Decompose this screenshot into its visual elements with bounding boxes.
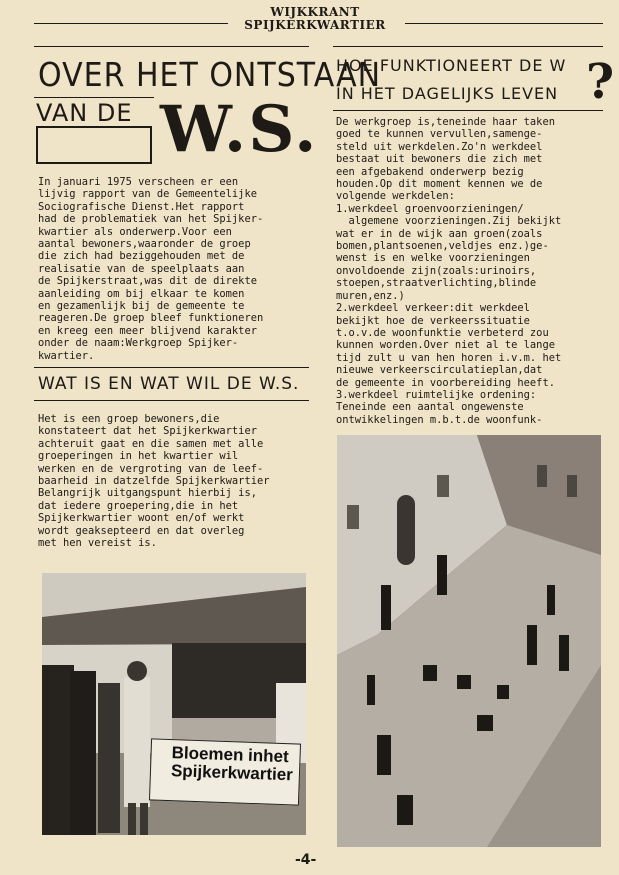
right-headline-mark: ? [586,54,615,110]
intro-paragraph: In januari 1975 verscheen er een lijvig rapport van de Gemeentelijke Sociografische Dienst.Het rapport had de problematiek van het Spijker- kwartier als onderwerp.Voor een aantal bewoners,waaronder de groep die zich had beziggehouden met de realisatie van de speelplaats aan de Spijkerstraat,was dit de direkte aanleiding om bij elkaar te komen en gezamenlijk bij de gemeente te reageren.De groep bleef funktioneren en kreeg een meer blijvend karakter onder de naam:Werkgroep Spijker- kwartier. [38,176,264,362]
flower-sign-line1: Bloemen inhet [171,743,290,767]
right-headline-line2: IN HET DAGELIJKS LEVEN [336,84,559,103]
top-rule-right [333,46,603,47]
page-number: -4- [295,852,317,868]
right-body: De werkgroep is,teneinde haar taken goed te kunnen vervullen,samenge- steld uit werkdelen.Zo'n werkdeel bestaat uit bewoners die zich met een afgebakend onderwerp bezig houden.Op dit moment kennen we de volgende werkdelen: 1.werkdeel groenvoorzieningen/ algemene voorzieningen.Zij bekijkt wat er in de wijk aan groen(zoals bomen,plantsoenen,veldjes enz.)ge- wenst is en welke voorzieningen onvoldoende zijn(zoals:urinoirs, stoepen,straatverlichting,blinde muren,enz.) 2.werkdeel verkeer:dit werkdeel bekijkt hoe de verkeerssituatie t.o.v.de woonfunktie verbeterd zou kunnen worden.Over niet al te lange tijd zult u van hen horen i.v.m. het nieuwe verkeerscirculatieplan,dat de gemeente in voorbereiding heeft. 3.werkdeel ruimtelijke ordening: Teneinde een aantal ongewenste ontwikkelingen m.b.t.de woonfunk- [336,116,562,426]
left-headline-underline [34,97,154,98]
left-mid-rule [34,367,309,368]
top-rule-left [34,46,309,47]
masthead-line1: WIJKKRANT [270,5,360,19]
street-play-illustration [337,435,601,847]
masthead-rule-left [34,23,228,24]
flower-stall-photo [42,573,306,835]
street-play-photo [337,435,601,847]
masthead [240,6,390,32]
headline-box [36,126,152,164]
masthead-line2: SPIJKERKWARTIER [244,18,386,32]
left-headline-line1: OVER HET ONTSTAAN [38,56,382,95]
masthead-rule-right [405,23,603,24]
flower-sign [149,738,301,805]
right-headline-rule [333,110,603,111]
second-paragraph: Het is een groep bewoners,die konstateert dat het Spijkerkwartier achteruit gaat en die samen met alle groeperingen in het kwartier wil werken en de vergroting van de leef- baarheid in datzelfde Spijkerkwartier Belangrijk uitgangspunt hierbij is, dat iedere groepering,die in het Spijkerkwartier woont en/of werkt wordt geaksepteerd en dat overleg met hen vereist is. [38,413,270,550]
left-subhead: WAT IS EN WAT WIL DE W.S. [38,374,300,394]
flower-sign-line2: Spijkerkwartier [170,761,294,785]
left-headline-line2: VAN DE [36,99,133,127]
right-headline-line1: HOE FUNKTIONEERT DE W [336,56,567,75]
left-headline-big: W.S. [160,92,319,167]
left-subhead-rule [34,400,309,401]
